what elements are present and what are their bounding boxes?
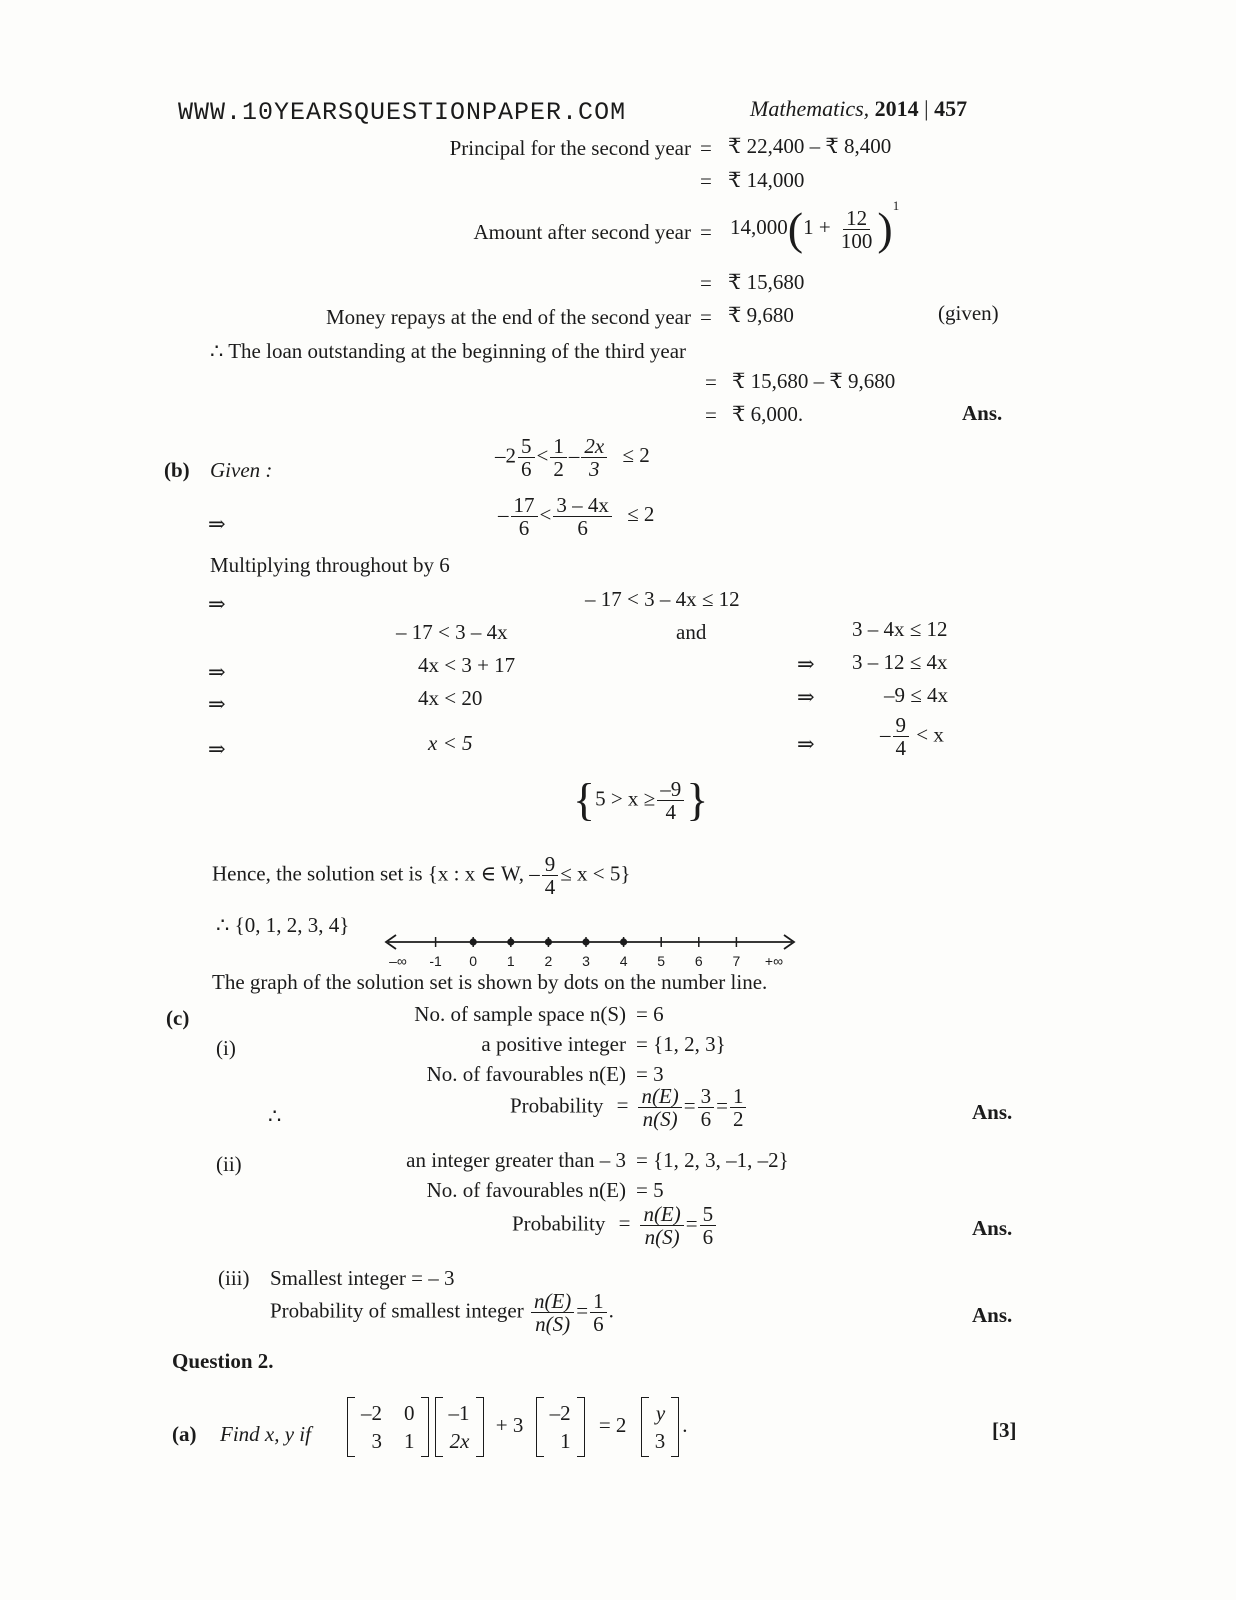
frac-num: 1: [730, 1085, 747, 1108]
smallest-integer: Smallest integer = – 3: [270, 1266, 455, 1290]
bracket-right: [671, 1397, 679, 1457]
frac-den: 4: [544, 875, 556, 900]
loan-value: ₹ 15,680 – ₹ 9,680: [732, 369, 896, 393]
part-c-iii-label: (iii): [218, 1266, 250, 1290]
therefore-sign: ∴: [268, 1104, 282, 1128]
implies-arrow: ⇒: [208, 592, 226, 616]
number-line-label: 2: [544, 953, 553, 969]
given-inequality-2: [498, 494, 654, 539]
sample-label: No. of sample space n(S): [414, 1002, 626, 1026]
frac-den: 2: [732, 1107, 744, 1132]
bracket-right: [476, 1397, 484, 1457]
frac-num: n(E): [531, 1290, 574, 1313]
frac-den: 4: [665, 800, 676, 825]
principal-result: ₹ 14,000: [728, 168, 805, 192]
matrix-a: [347, 1397, 429, 1457]
eq-sign: =: [700, 305, 712, 329]
probability-iii: Probability of smallest integer $\frac{n(E)}{n(S)}$ = $\frac{1}{6}$ .: [270, 1289, 614, 1337]
frac-2x-3: [581, 435, 607, 480]
repay-label: Money repays at the end of the second year: [325, 305, 691, 329]
frac-1-6: [590, 1290, 607, 1335]
number-line-label: 5: [657, 953, 666, 969]
paren-left: (: [787, 202, 804, 254]
le-two: ≤ 2: [622, 443, 650, 468]
integer-label: an integer greater than – 3: [406, 1148, 626, 1172]
frac-den: 6: [700, 1107, 712, 1132]
frac-5-6: [700, 1203, 717, 1248]
amount-result: ₹ 15,680: [728, 270, 805, 294]
number-line: [380, 930, 800, 972]
rate-den: 100: [840, 228, 873, 253]
integer-value: = {1, 2, 3, –1, –2}: [636, 1148, 789, 1172]
frac-3-6: [698, 1085, 715, 1130]
frac-num: –9: [657, 778, 684, 801]
bracket-left: [435, 1397, 443, 1457]
implies-arrow: ⇒: [208, 512, 226, 536]
probability-i: Probability = $\frac{n(E)}{n(S)}$ = $\frac{3}{6}$ = $\frac{1}{2}$: [510, 1085, 748, 1130]
frac-num: 5: [700, 1203, 717, 1226]
matrix-cell: 3: [654, 1429, 666, 1453]
matrix-cell: –2: [361, 1400, 382, 1425]
paren-right: ): [877, 202, 893, 254]
frac-den: n(S): [644, 1225, 680, 1250]
ans-c-ii: Ans.: [972, 1216, 1013, 1240]
frac-9-4: [542, 853, 559, 898]
number-line-dot: [470, 938, 477, 945]
part-c-ii-label: (ii): [216, 1152, 242, 1176]
eq-sign: =: [700, 136, 712, 160]
solution-elements: ∴ {0, 1, 2, 3, 4}: [216, 913, 350, 937]
graph-note: The graph of the solution set is shown by dots on the number line.: [212, 970, 768, 994]
implies-arrow: ⇒: [208, 660, 226, 684]
number-line-label: 1: [506, 953, 515, 969]
matrix-cell: –2: [549, 1400, 571, 1425]
favourables-value: = 3: [636, 1062, 664, 1086]
and-word: and: [676, 620, 707, 644]
minus-sign: –: [568, 443, 580, 468]
frac-den: 6: [577, 516, 588, 541]
bracket-right: [421, 1397, 429, 1457]
marks: [3]: [992, 1418, 1017, 1442]
frac-den: 4: [895, 736, 906, 761]
ans-c-iii: Ans.: [972, 1303, 1013, 1327]
equals-two: = 2: [598, 1412, 627, 1437]
amount-lead: 14,000: [730, 215, 788, 239]
given-inequality: [495, 435, 650, 480]
part-b-label: (b): [164, 458, 190, 482]
frac-neg9-4: [657, 778, 684, 823]
amount-expression: [730, 198, 899, 252]
frac-den: 6: [518, 516, 530, 541]
frac-num: 5: [518, 435, 535, 458]
rate-fraction: [838, 207, 876, 252]
amount-label: Amount after second year: [473, 220, 691, 244]
left-step: x < 5: [428, 731, 473, 755]
matrix-c-grid: [544, 1399, 577, 1455]
positive-value: = {1, 2, 3}: [636, 1032, 726, 1056]
frac-den: 6: [521, 457, 532, 482]
given-label: Given :: [210, 458, 273, 482]
sample-value: = 6: [636, 1002, 664, 1026]
frac-num: 1: [550, 435, 567, 458]
implies-arrow: ⇒: [797, 652, 815, 676]
frac-den: n(S): [535, 1312, 571, 1337]
ans-c-i: Ans.: [972, 1100, 1013, 1124]
frac-num: 9: [893, 714, 910, 737]
right-step: 3 – 4x ≤ 12: [852, 617, 948, 641]
probability-label: Probability: [512, 1211, 606, 1236]
probability-label: Probability of smallest integer: [270, 1298, 524, 1323]
frac-num: 3: [698, 1085, 715, 1108]
number-line-label: 6: [694, 953, 703, 969]
implies-arrow: ⇒: [208, 737, 226, 761]
lt-sign: <: [539, 502, 552, 527]
frac-5-6: [518, 435, 535, 480]
matrix-cell: y: [655, 1400, 666, 1425]
frac-num: n(E): [638, 1085, 681, 1108]
principal-value: ₹ 22,400 – ₹ 8,400: [728, 134, 892, 158]
part-c-i-label: (i): [216, 1036, 236, 1060]
header-page: 457: [934, 96, 968, 121]
brace-right: }: [686, 774, 709, 826]
frac-num: 9: [542, 853, 559, 876]
frac-num: 2x: [581, 435, 607, 458]
frac-nE-nS: [640, 1203, 683, 1248]
matrix-cell: –1: [448, 1400, 470, 1425]
bracket-left: [641, 1397, 649, 1457]
number-line-label: 0: [469, 953, 478, 969]
frac-num: n(E): [640, 1203, 683, 1226]
loan-label: ∴ The loan outstanding at the beginning of the third year: [210, 339, 687, 363]
bracket-left: [347, 1397, 355, 1457]
right-step: < x: [916, 722, 944, 747]
number-line-label: 4: [619, 953, 628, 969]
brace-expression: [573, 774, 709, 826]
bracket-left: [536, 1397, 544, 1457]
probability-label: Probability: [510, 1093, 604, 1118]
implies-arrow: ⇒: [208, 692, 226, 716]
favourables-value: = 5: [636, 1178, 664, 1202]
right-step: 3 – 12 ≤ 4x: [852, 650, 948, 674]
left-step: 4x < 20: [418, 686, 483, 710]
frac-9-4: [893, 714, 910, 759]
number-line-dot: [507, 938, 514, 945]
plus-three: + 3: [495, 1412, 524, 1437]
frac-nE-nS: [638, 1085, 681, 1130]
matrix-d-grid: [649, 1399, 672, 1455]
minus-sign: –: [498, 502, 509, 527]
amount-exponent: 1: [892, 198, 900, 213]
favourables-label: No. of favourables n(E): [426, 1062, 626, 1086]
repay-value: ₹ 9,680: [728, 303, 794, 327]
repay-note: (given): [938, 301, 999, 325]
number-line-dot: [545, 938, 552, 945]
frac-1-2: [550, 435, 567, 480]
number-line-label: 3: [582, 953, 590, 969]
probability-ii: Probability = $\frac{n(E)}{n(S)}$ = $\frac{5}{6}$: [512, 1203, 718, 1248]
matrix-cell: 0: [404, 1400, 415, 1425]
frac-den: 6: [702, 1225, 714, 1250]
header-subject: [750, 96, 967, 122]
mixed-whole: –2: [495, 443, 516, 468]
question-2-title: Question 2.: [172, 1349, 274, 1373]
bracket-right: [577, 1397, 585, 1457]
frac-num: 1: [590, 1290, 607, 1313]
number-line-label: –∞: [389, 953, 407, 969]
left-step: 4x < 3 + 17: [418, 653, 516, 677]
frac-1-2: [730, 1085, 747, 1130]
question-2-a-label: (a): [172, 1422, 197, 1446]
eq-sign: =: [705, 403, 717, 427]
left-step: – 17 < 3 – 4x: [396, 620, 508, 644]
find-text: Find x, y if: [220, 1422, 311, 1446]
eq-sign: =: [700, 169, 712, 193]
frac-17-6: [511, 494, 538, 539]
matrix-d: [641, 1397, 680, 1457]
le-two: ≤ 2: [627, 502, 655, 527]
frac-num: 17: [511, 494, 538, 517]
part-c-label: (c): [166, 1006, 190, 1030]
positive-label: a positive integer: [481, 1032, 626, 1056]
matrix-equation: –2 0 3 1 –1 2x + 3 –2 1 = 2 y 3 .: [344, 1397, 687, 1457]
frac-den: 3: [589, 457, 600, 482]
rate-num: 12: [843, 207, 870, 230]
multiply-note: Multiplying throughout by 6: [210, 553, 450, 577]
eq-sign: =: [700, 220, 712, 244]
eq-sign: =: [618, 1211, 631, 1236]
right-step-fraction: [880, 714, 944, 759]
frac-nE-nS: [531, 1290, 574, 1335]
principal-label: Principal for the second year: [449, 136, 691, 160]
eq-sign: =: [616, 1093, 629, 1118]
number-line-label: +∞: [764, 953, 784, 969]
frac-3-4x-6: [553, 494, 612, 539]
eq-sign: =: [705, 370, 717, 394]
brace-left: {: [573, 774, 596, 826]
matrix-cell: 2x: [449, 1429, 470, 1453]
number-line-dot: [620, 938, 627, 945]
frac-num: 3 – 4x: [553, 494, 612, 517]
header-year: 2014: [874, 96, 919, 121]
amount-one-plus: 1 +: [803, 215, 831, 239]
frac-den: 6: [593, 1312, 604, 1337]
frac-den: 2: [553, 457, 564, 482]
hence-pre: Hence, the solution set is {x : x ∈ W, –: [212, 861, 540, 886]
matrix-cell: 3: [371, 1429, 382, 1453]
right-step: –9 ≤ 4x: [884, 683, 949, 707]
loan-result: ₹ 6,000.: [732, 402, 804, 426]
matrix-c: [536, 1397, 585, 1457]
favourables-label: No. of favourables n(E): [426, 1178, 626, 1202]
matrix-cell: 1: [404, 1429, 415, 1453]
solution-set: [212, 853, 630, 898]
eq-sign: =: [700, 271, 712, 295]
header-divider: |: [924, 96, 929, 121]
matrix-b-grid: [443, 1399, 476, 1455]
header-site: WWW.10YEARSQUESTIONPAPER.COM: [178, 98, 627, 127]
implies-arrow: ⇒: [797, 685, 815, 709]
matrix-a-grid: [355, 1399, 421, 1455]
lt-sign: <: [536, 443, 549, 468]
matrix-b: [435, 1397, 484, 1457]
implies-arrow: ⇒: [797, 732, 815, 756]
number-line-label: -1: [429, 953, 442, 969]
minus-sign: –: [880, 722, 891, 747]
number-line-dot: [582, 938, 589, 945]
brace-lhs: 5 > x ≥: [595, 786, 656, 811]
header-subject-text: Mathematics,: [750, 96, 870, 121]
matrix-cell: 1: [560, 1429, 571, 1453]
ans-a: Ans.: [962, 401, 1003, 425]
frac-den: n(S): [642, 1107, 678, 1132]
combined-inequality: – 17 < 3 – 4x ≤ 12: [585, 587, 740, 611]
number-line-label: 7: [732, 953, 741, 969]
hence-post: ≤ x < 5}: [560, 861, 631, 886]
